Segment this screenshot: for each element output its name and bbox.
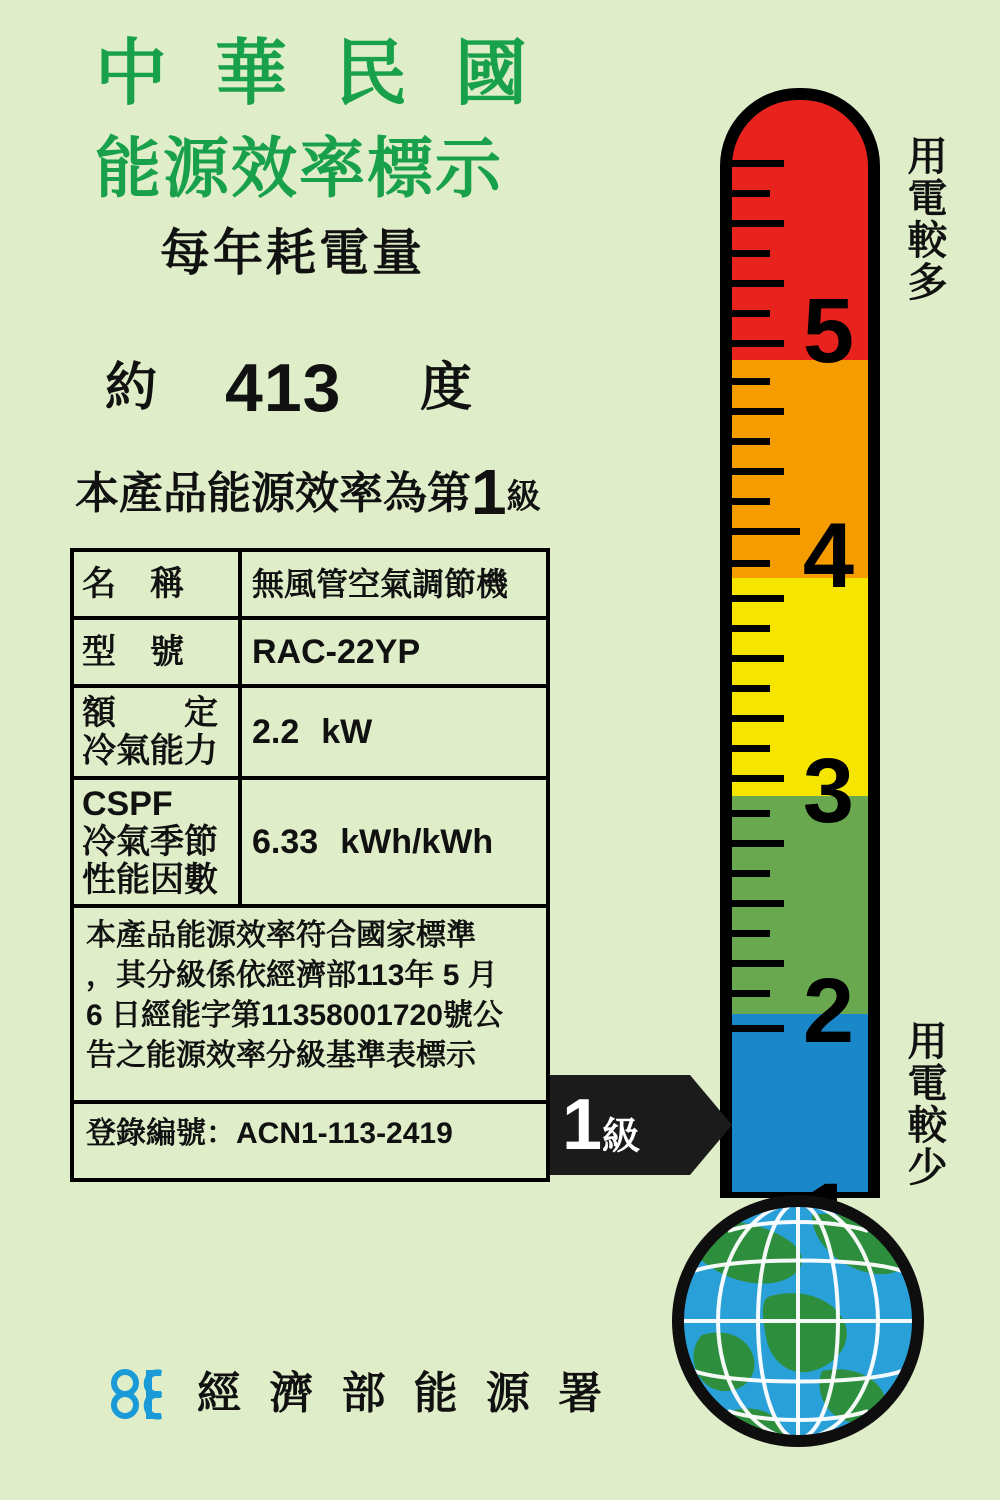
standard-note-line4: 告之能源效率分級基準表標示 — [86, 1039, 476, 1072]
spec-model-value: RAC-22YP — [252, 633, 421, 671]
spec-name-label: 名 稱 — [74, 552, 242, 616]
grade-pointer-tip — [690, 1075, 732, 1175]
scale-label-2: 2 — [802, 960, 854, 1062]
grade-pointer-suffix: 級 — [602, 1116, 641, 1158]
spec-table — [70, 548, 550, 1182]
grade-sentence-suffix: 級 — [506, 478, 541, 516]
scale-label-4: 4 — [802, 505, 854, 607]
label-footer — [105, 1368, 611, 1438]
table-row — [74, 552, 546, 620]
standard-note — [74, 908, 513, 1100]
spec-capacity-label — [74, 688, 242, 776]
table-row — [74, 1104, 546, 1178]
spec-capacity-value — [242, 688, 546, 776]
label-title-line1: 中 華 民 國 — [95, 34, 542, 114]
spec-model-label: 型 號 — [74, 620, 242, 684]
agency-name: 經 濟 部 能 源 署 — [197, 1369, 611, 1418]
standard-note-line2: ，其分級係依經濟部113年 5 月 — [86, 959, 498, 992]
table-row — [74, 780, 546, 908]
registration-value: ACN1-113-2419 — [236, 1117, 453, 1150]
spec-cspf-unit: kWh/kWh — [340, 823, 494, 861]
annual-consumption-value: 413 — [225, 350, 342, 426]
scale-label-5: 5 — [802, 280, 854, 382]
spec-name-value — [242, 552, 546, 616]
annual-consumption-unit: 度 — [420, 359, 473, 417]
grade-pointer-text — [562, 1081, 640, 1169]
scale-top-caption: 用電較多 — [902, 135, 946, 303]
globe-icon — [672, 1175, 924, 1465]
spec-capacity-unit: kW — [321, 713, 373, 751]
table-row — [74, 908, 546, 1104]
table-row — [74, 620, 546, 688]
spec-capacity-number: 2.2 — [252, 713, 300, 751]
grade-pointer-arrow — [550, 1075, 730, 1175]
spec-cspf-label — [74, 780, 242, 904]
table-row — [74, 688, 546, 780]
spec-capacity-label-line2: 冷氣能力 — [82, 732, 218, 770]
efficiency-scale-thermometer — [720, 88, 880, 1188]
spec-cspf-label-line3: 性能因數 — [82, 861, 218, 899]
spec-cspf-label-line2: 冷氣季節 — [82, 823, 218, 861]
spec-cspf-value — [242, 780, 546, 904]
product-grade-sentence — [75, 455, 595, 528]
grade-pointer-number: 1 — [562, 1085, 603, 1165]
scale-bottom-caption: 用電較少 — [902, 1020, 946, 1188]
spec-cspf-number: 6.33 — [252, 823, 319, 861]
spec-capacity-label-line1: 額 定 — [82, 694, 218, 732]
scale-label-3: 3 — [802, 740, 854, 842]
registration-row — [74, 1104, 463, 1178]
spec-name-value-text: 無風管空氣調節機 — [252, 566, 509, 602]
annual-about-word: 約 — [105, 359, 158, 417]
spec-cspf-label-line1: CSPF — [82, 785, 173, 823]
label-subtitle: 每年耗電量 — [160, 225, 425, 281]
standard-note-line1: 本產品能源效率符合國家標準 — [86, 919, 476, 952]
registration-label: 登錄編號： — [86, 1117, 236, 1150]
annual-consumption — [105, 350, 565, 426]
label-title-line2: 能源效率標示 — [95, 131, 503, 205]
energy-bureau-logo-icon — [105, 1368, 177, 1420]
grade-sentence-grade: 1 — [471, 456, 507, 528]
standard-note-line3: 6 日經能字第11358001720號公 — [86, 999, 503, 1032]
thermometer-bands — [732, 100, 868, 1192]
grade-sentence-prefix: 本產品能源效率為第 — [75, 469, 471, 518]
